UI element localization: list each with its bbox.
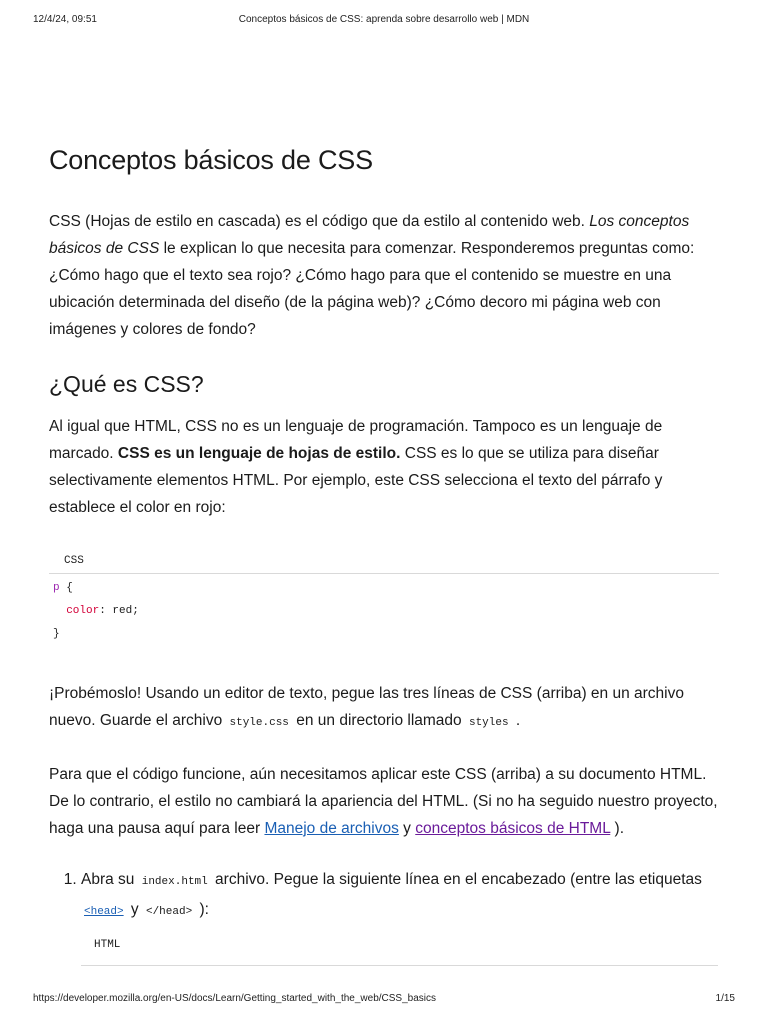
- inline-code-index-html: index.html: [141, 876, 208, 888]
- section-heading-what-is-css: ¿Qué es CSS?: [49, 371, 204, 397]
- print-url: https://developer.mozilla.org/en-US/docs/Learn/Getting_started_with_the_web/CSS_basics: [33, 993, 437, 1004]
- step-text: Abra su: [81, 871, 139, 888]
- what-is-text: Al igual que HTML, CSS no es un lenguaje de programación. Tampoco es un lenguaje de marcado.: [49, 418, 663, 462]
- step-text-cont: archivo. Pegue la siguiente línea en el encabezado (entre las etiquetas: [210, 871, 702, 888]
- what-is-bold: CSS es un lenguaje de hojas de estilo.: [117, 445, 401, 462]
- try-it-text: ¡Probémoslo! Usando un editor de texto, pegue las tres líneas de CSS (arriba) en un archivo nuevo. Guarde el archivo: [49, 685, 684, 729]
- code-line-3: [53, 623, 719, 646]
- step-text-mid: y: [126, 901, 143, 918]
- page-title: Conceptos básicos de CSS: [49, 145, 373, 175]
- link-manejo-de-archivos[interactable]: Manejo de archivos: [264, 820, 399, 837]
- colon: :: [99, 605, 113, 617]
- try-it-paragraph: [49, 680, 719, 737]
- code-language-label: CSS: [49, 545, 719, 574]
- intro-paragraph: [49, 208, 719, 343]
- link-head-tag[interactable]: <head>: [84, 906, 124, 918]
- try-it-text-end: .: [511, 712, 521, 729]
- print-page-title: Conceptos básicos de CSS: aprenda sobre desarrollo web | MDN: [238, 14, 530, 25]
- apply-paragraph: [49, 761, 719, 842]
- print-datetime: 12/4/24, 09:51: [33, 14, 97, 25]
- what-is-text-cont: CSS es lo que se utiliza para diseñar selectivamente elementos HTML. Por ejemplo, este CSS selecciona el texto del párrafo y establece el color en rojo:: [49, 445, 663, 516]
- step-text-end: ):: [195, 901, 209, 918]
- inline-code-head-close: </head>: [145, 906, 193, 918]
- code-language-label: HTML: [81, 930, 718, 966]
- close-brace: }: [53, 628, 60, 640]
- code-line-2: [53, 600, 719, 623]
- print-page-number: 1/15: [715, 993, 735, 1004]
- link-conceptos-basicos-html[interactable]: conceptos básicos de HTML: [415, 820, 611, 837]
- intro-emphasis: Los conceptos básicos de CSS: [49, 213, 690, 257]
- code-content[interactable]: [49, 574, 719, 646]
- inline-code-style-css: style.css: [229, 717, 289, 729]
- inline-code-styles: styles: [468, 717, 509, 729]
- css-code-example: [49, 545, 719, 646]
- steps-list: [49, 866, 719, 966]
- html-code-example: [81, 930, 719, 966]
- try-it-text-cont: en un directorio llamado: [291, 712, 466, 729]
- open-brace: {: [59, 582, 73, 594]
- intro-text-cont: le explican lo que necesita para comenzar. Responderemos preguntas como: ¿Cómo hago que el texto sea rojo? ¿Cómo hago para que el contenido se muestre en una ubicación determinada del diseño (de la página web)? ¿Cómo decoro mi página web con imágenes y colores de fondo?: [49, 240, 695, 338]
- what-is-paragraph: [49, 413, 719, 521]
- css-selector: p: [53, 582, 60, 594]
- css-value: red;: [112, 605, 139, 617]
- article: [49, 140, 719, 966]
- apply-text: Para que el código funcione, aún necesitamos aplicar este CSS (arriba) a su documento HTML. De lo contrario, el estilo no cambiará la apariencia del HTML. (Si no ha seguido nuestro proyecto, haga una pausa aquí para leer: [49, 766, 718, 837]
- print-header: [0, 14, 768, 34]
- code-line-1: [53, 577, 719, 600]
- print-footer: [0, 993, 768, 1013]
- apply-text-end: ).: [610, 820, 625, 837]
- apply-text-mid: y: [398, 820, 416, 837]
- intro-text: CSS (Hojas de estilo en cascada) es el código que da estilo al contenido web.: [49, 213, 590, 230]
- css-property: color: [66, 605, 100, 617]
- list-item: [81, 866, 719, 966]
